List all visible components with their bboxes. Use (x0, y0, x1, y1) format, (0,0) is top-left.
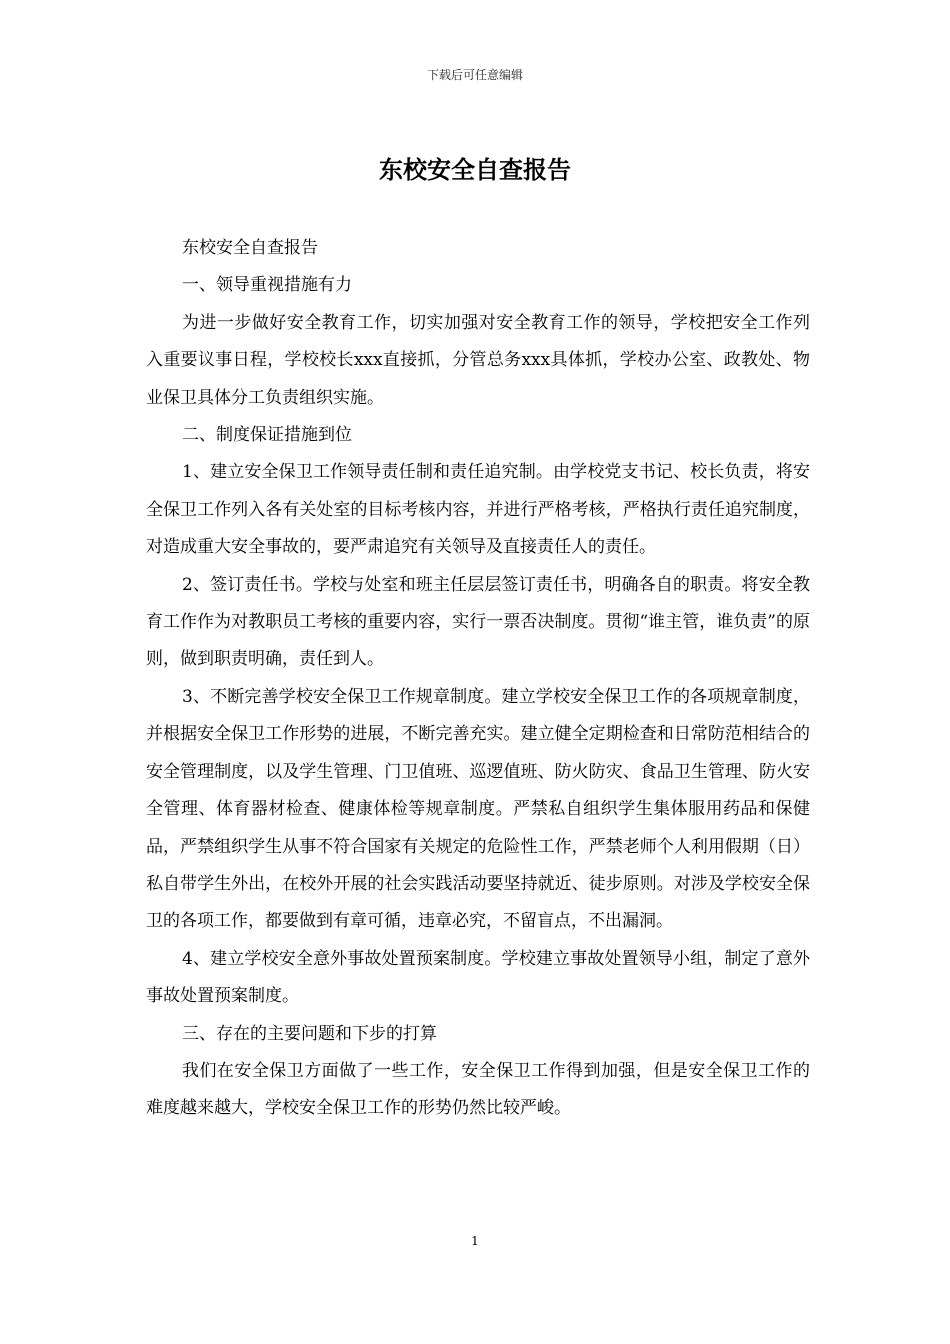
paragraph-subtitle: 东校安全自查报告 (182, 238, 318, 258)
section-heading-1: 一、领导重视措施有力 (182, 275, 352, 296)
page-number: 1 (471, 1234, 479, 1248)
section-heading-3: 三、存在的主要问题和下步的打算 (182, 1023, 437, 1044)
paragraph: 1、建立安全保卫工作领导责任制和责任追究制。由学校党支书记、校长负责，将安全保卫工作列入各有关处室的目标考核内容，并进行严格考核，严格执行责任追究制度，对造成重大安全事故的，要严肃追究有关领导及直接责任人的责任。 (146, 462, 810, 558)
section-heading-2: 二、制度保证措施到位 (182, 425, 352, 446)
document-title: 东校安全自查报告 (379, 156, 571, 184)
paragraph: 我们在安全保卫方面做了一些工作，安全保卫工作得到加强，但是安全保卫工作的难度越来越大，学校安全保卫工作的形势仍然比较严峻。 (146, 1060, 810, 1119)
paragraph: 4、建立学校安全意外事故处置预案制度。学校建立事故处置领导小组，制定了意外事故处置预案制度。 (146, 948, 810, 1007)
paragraph: 为进一步做好安全教育工作，切实加强对安全教育工作的领导，学校把安全工作列入重要议事日程，学校校长xxx直接抓，分管总务xxx具体抓，学校办公室、政教处、物业保卫具体分工负责组织实施。 (146, 312, 810, 408)
paragraph: 2、签订责任书。学校与处室和班主任层层签订责任书，明确各自的职责。将安全教育工作作为对教职员工考核的重要内容，实行一票否决制度。贯彻“谁主管，谁负责”的原则，做到职责明确，责任到人。 (146, 574, 810, 670)
header-note: 下载后可任意编辑 (426, 68, 523, 82)
paragraph: 3、不断完善学校安全保卫工作规章制度。建立学校安全保卫工作的各项规章制度，并根据安全保卫工作形势的进展，不断完善充实。建立健全定期检查和日常防范相结合的安全管理制度，以及学生管理、门卫值班、巡逻值班、防火防灾、食品卫生管理、防火安全管理、体育器材检查、健康体检等规章制度。严禁私自组织学生集体服用药品和保健品，严禁组织学生从事不符合国家有关规定的危险性工作，严禁老师个人利用假期（日）私自带学生外出，在校外开展的社会实践活动要坚持就近、徒步原则。对涉及学校安全保卫的各项工作，都要做到有章可循，违章必究，不留盲点，不出漏洞。 (146, 686, 810, 932)
document-body (146, 230, 810, 1128)
